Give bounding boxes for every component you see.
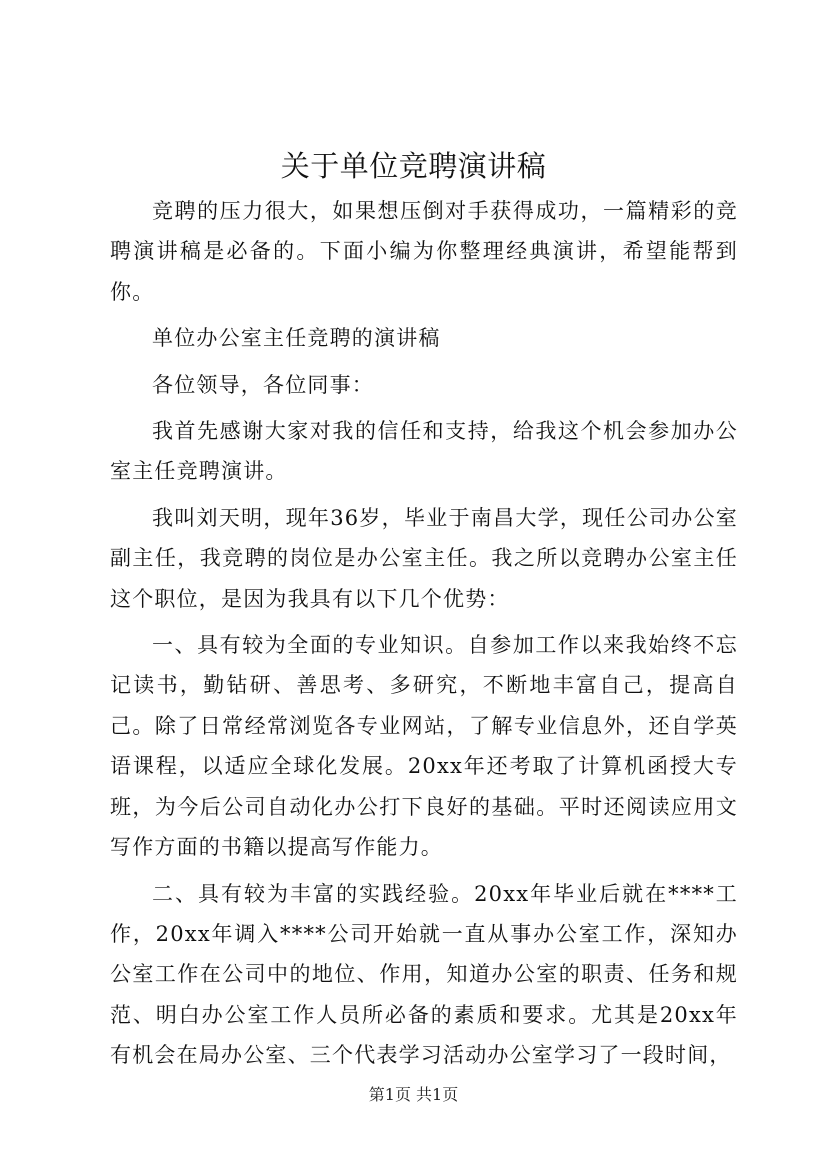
paragraph-salutation: 各位领导，各位同事： [152, 372, 374, 397]
paragraph-subtitle: 单位办公室主任竞聘的演讲稿 [152, 326, 441, 351]
paragraph-advantage-two: 二、具有较为丰富的实践经验。20xx年毕业后就在****工作，20xx年调入****公司开始就一直从事办公室工作，深知办公室工作在公司中的地位、作用，知道办公室的职责、任务和规范、明白办公室工作人员所必备的素质和要求。尤其是20xx年有机会在局办公室、三个代表学习活动办公室学习了一段时间， [110, 881, 738, 1068]
paragraph-self-intro: 我叫刘天明，现年36岁，毕业于南昌大学，现任公司办公室副主任，我竞聘的岗位是办公室主任。我之所以竞聘办公室主任这个职位，是因为我具有以下几个优势： [110, 505, 738, 611]
paragraph-intro: 竞聘的压力很大，如果想压倒对手获得成功，一篇精彩的竞聘演讲稿是必备的。下面小编为你整理经典演讲，希望能帮到你。 [110, 199, 738, 304]
page-footer: 第1页 共1页 [368, 1085, 459, 1104]
document-body [110, 191, 738, 1082]
document-title: 关于单位竞聘演讲稿 [280, 149, 547, 183]
paragraph-thanks: 我首先感谢大家对我的信任和支持，给我这个机会参加办公室主任竞聘演讲。 [110, 419, 738, 484]
paragraph-advantage-one: 一、具有较为全面的专业知识。自参加工作以来我始终不忘记读书，勤钻研、善思考、多研究，不断地丰富自己，提高自己。除了日常经常浏览各专业网站，了解专业信息外，还自学英语课程，以适应全球化发展。20xx年还考取了计算机函授大专班，为今后公司自动化办公打下良好的基础。平时还阅读应用文写作方面的书籍以提高写作能力。 [110, 633, 738, 860]
